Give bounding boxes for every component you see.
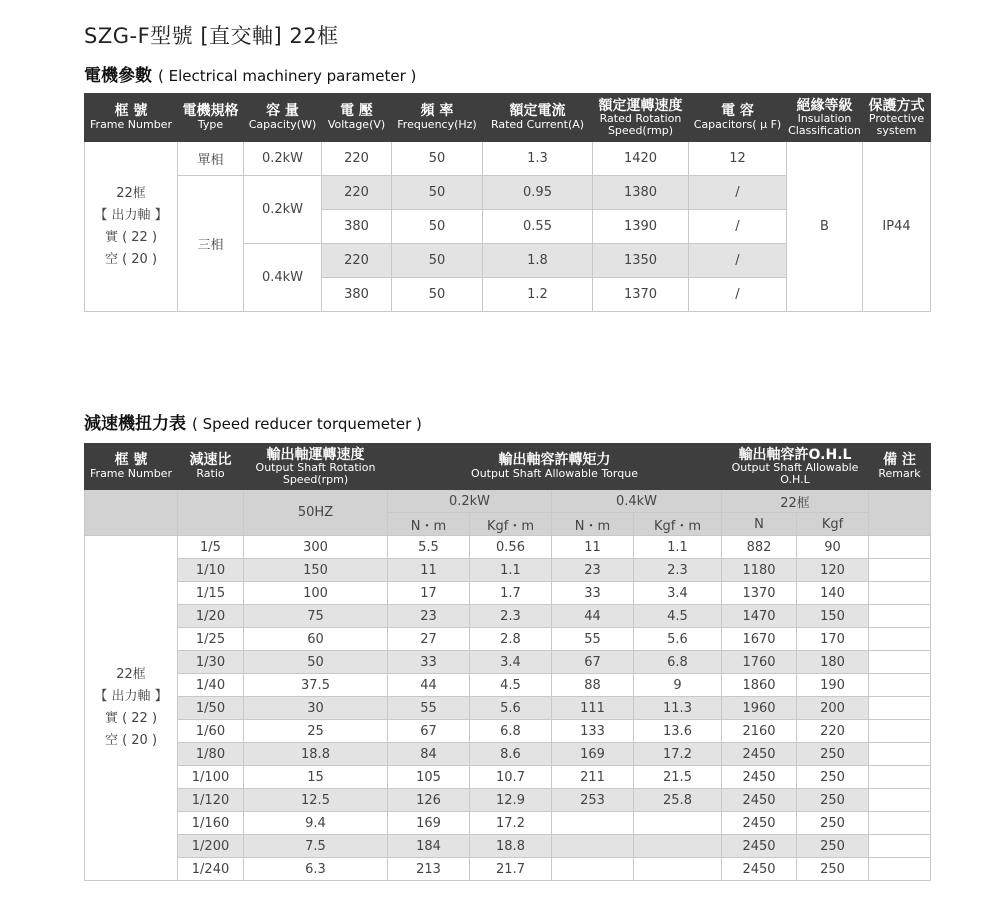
ohl-kgf-cell: 250 (797, 766, 869, 789)
output-speed-cell: 60 (244, 628, 388, 651)
torque-heading-zh: 減速機扭力表 (84, 414, 186, 434)
torque-table (84, 443, 931, 881)
electrical-header-capacitor (689, 94, 787, 142)
torque-frame-22: 22框 (722, 490, 869, 513)
torque-04-nm-cell: 23 (552, 559, 634, 582)
remark-cell (869, 628, 931, 651)
unit-nm: N・m (552, 513, 634, 536)
header-zh: 保護方式 (868, 97, 925, 114)
electrical-table (84, 93, 931, 312)
voltage-cell: 380 (322, 278, 392, 312)
freq-cell: 50 (392, 142, 483, 176)
insulation-cell: B (787, 142, 863, 312)
torque-02-nm-cell: 44 (388, 674, 470, 697)
ratio-cell: 1/160 (178, 812, 244, 835)
output-speed-cell: 75 (244, 605, 388, 628)
remark-cell (869, 559, 931, 582)
ratio-cell: 1/10 (178, 559, 244, 582)
torque-header-row (85, 444, 931, 490)
header-en: Insulation Classification (788, 112, 861, 137)
torque-row (85, 697, 931, 720)
torque-02-nm-cell: 169 (388, 812, 470, 835)
torque-04-nm-cell: 133 (552, 720, 634, 743)
header-en: Rated Rotation Speed(rmp) (599, 112, 682, 137)
remark-cell (869, 697, 931, 720)
torque-02-kgfm-cell: 10.7 (470, 766, 552, 789)
motor-type-single: 單相 (178, 142, 244, 176)
torque-02-nm-cell: 17 (388, 582, 470, 605)
torque-02-kgfm-cell: 21.7 (470, 858, 552, 881)
torque-04-kgfm-cell: 13.6 (634, 720, 722, 743)
torque-02-nm-cell: 126 (388, 789, 470, 812)
header-zh: 電機規格 (182, 103, 239, 120)
torque-02-kgfm-cell: 0.56 (470, 536, 552, 559)
torque-02-nm-cell: 105 (388, 766, 470, 789)
frame-line: 實 ( 22 ) (104, 229, 158, 245)
torque-04-nm-cell: 55 (552, 628, 634, 651)
ohl-n-cell: 1370 (722, 582, 797, 605)
torque-row (85, 605, 931, 628)
output-speed-cell: 15 (244, 766, 388, 789)
ohl-kgf-cell: 200 (797, 697, 869, 720)
torque-02-nm-cell: 23 (388, 605, 470, 628)
speed-cell: 1390 (593, 210, 689, 244)
torque-04-kgfm-cell: 1.1 (634, 536, 722, 559)
ratio-cell: 1/120 (178, 789, 244, 812)
torque-row (85, 582, 931, 605)
torque-row (85, 559, 931, 582)
ohl-n-cell: 2450 (722, 835, 797, 858)
torque-04-nm-cell: 11 (552, 536, 634, 559)
capacity-cell: 0.2kW (244, 142, 322, 176)
ohl-n-cell: 2450 (722, 766, 797, 789)
ohl-n-cell: 882 (722, 536, 797, 559)
electrical-header-voltage (322, 94, 392, 142)
voltage-cell: 220 (322, 142, 392, 176)
torque-02-nm-cell: 33 (388, 651, 470, 674)
ohl-n-cell: 1860 (722, 674, 797, 697)
torque-power-02: 0.2kW (388, 490, 552, 513)
torque-row (85, 743, 931, 766)
ratio-cell: 1/15 (178, 582, 244, 605)
torque-02-kgfm-cell: 17.2 (470, 812, 552, 835)
output-speed-cell: 150 (244, 559, 388, 582)
output-speed-cell: 100 (244, 582, 388, 605)
ohl-n-cell: 1670 (722, 628, 797, 651)
remark-cell (869, 536, 931, 559)
torque-header-remark: 備 注 Remark (869, 444, 931, 490)
torque-02-nm-cell: 5.5 (388, 536, 470, 559)
speed-cell: 1380 (593, 176, 689, 210)
header-en: Frequency(Hz) (397, 118, 477, 132)
torque-freq-label: 50HZ (244, 490, 388, 536)
torque-row (85, 766, 931, 789)
voltage-cell: 220 (322, 244, 392, 278)
current-cell: 0.55 (483, 210, 593, 244)
ohl-n-cell: 1760 (722, 651, 797, 674)
freq-cell: 50 (392, 176, 483, 210)
ohl-n-cell: 2450 (722, 812, 797, 835)
torque-row (85, 789, 931, 812)
ohl-kgf-cell: 250 (797, 743, 869, 766)
ohl-kgf-cell: 250 (797, 789, 869, 812)
torque-power-row (85, 490, 931, 513)
torque-04-nm-cell: 33 (552, 582, 634, 605)
ohl-kgf-cell: 140 (797, 582, 869, 605)
frame-line: 22框 (116, 667, 146, 682)
electrical-header-speed (593, 94, 689, 142)
current-cell: 1.2 (483, 278, 593, 312)
header-en: Rated Current(A) (490, 118, 585, 132)
frame-cell (85, 536, 178, 881)
torque-02-kgfm-cell: 5.6 (470, 697, 552, 720)
output-speed-cell: 30 (244, 697, 388, 720)
torque-sub-blank (85, 490, 178, 536)
torque-04-kgfm-cell: 11.3 (634, 697, 722, 720)
cap-cell: 12 (689, 142, 787, 176)
torque-04-nm-cell (552, 812, 634, 835)
protection-cell: IP44 (863, 142, 931, 312)
torque-02-kgfm-cell: 6.8 (470, 720, 552, 743)
torque-04-kgfm-cell (634, 835, 722, 858)
torque-row (85, 835, 931, 858)
electrical-header-frame (85, 94, 178, 142)
torque-04-nm-cell: 111 (552, 697, 634, 720)
torque-04-nm-cell: 88 (552, 674, 634, 697)
torque-04-nm-cell: 211 (552, 766, 634, 789)
ohl-kgf-cell: 250 (797, 835, 869, 858)
torque-04-kgfm-cell (634, 858, 722, 881)
ohl-kgf-cell: 180 (797, 651, 869, 674)
output-speed-cell: 37.5 (244, 674, 388, 697)
output-speed-cell: 7.5 (244, 835, 388, 858)
torque-02-nm-cell: 11 (388, 559, 470, 582)
torque-04-kgfm-cell: 21.5 (634, 766, 722, 789)
torque-04-kgfm-cell (634, 812, 722, 835)
header-zh: 絕緣等級 (796, 97, 853, 114)
torque-02-kgfm-cell: 3.4 (470, 651, 552, 674)
remark-cell (869, 835, 931, 858)
torque-02-kgfm-cell: 18.8 (470, 835, 552, 858)
electrical-header-row (85, 94, 931, 142)
electrical-header-capacity (244, 94, 322, 142)
ratio-cell: 1/80 (178, 743, 244, 766)
torque-02-kgfm-cell: 2.3 (470, 605, 552, 628)
ratio-cell: 1/240 (178, 858, 244, 881)
header-en: Capacitors( μ F) (693, 118, 782, 132)
torque-power-04: 0.4kW (552, 490, 722, 513)
ohl-n-cell: 1960 (722, 697, 797, 720)
unit-kgfm: Kgf・m (470, 513, 552, 536)
unit-kgf: Kgf (797, 513, 869, 536)
header-en: Protective system (868, 112, 925, 137)
speed-cell: 1420 (593, 142, 689, 176)
electrical-header-current (483, 94, 593, 142)
torque-sub-blank (869, 490, 931, 536)
torque-02-kgfm-cell: 1.7 (470, 582, 552, 605)
header-en: Capacity(W) (248, 118, 317, 132)
electrical-heading-zh: 電機參數 (84, 66, 152, 86)
remark-cell (869, 651, 931, 674)
ohl-kgf-cell: 250 (797, 858, 869, 881)
voltage-cell: 220 (322, 176, 392, 210)
ohl-kgf-cell: 220 (797, 720, 869, 743)
ohl-kgf-cell: 190 (797, 674, 869, 697)
remark-cell (869, 789, 931, 812)
output-speed-cell: 9.4 (244, 812, 388, 835)
electrical-heading-en: ( Electrical machinery parameter ) (158, 67, 417, 85)
freq-cell: 50 (392, 244, 483, 278)
electrical-header-frequency (392, 94, 483, 142)
ratio-cell: 1/60 (178, 720, 244, 743)
ohl-n-cell: 1470 (722, 605, 797, 628)
torque-header-speed: 輸出軸運轉速度 Output Shaft Rotation Speed(rpm) (244, 444, 388, 490)
torque-heading (84, 409, 422, 434)
torque-04-kgfm-cell: 6.8 (634, 651, 722, 674)
torque-04-kgfm-cell: 5.6 (634, 628, 722, 651)
torque-04-kgfm-cell: 9 (634, 674, 722, 697)
ohl-n-cell: 2450 (722, 743, 797, 766)
header-zh: 電 容 (721, 103, 754, 120)
unit-kgfm: Kgf・m (634, 513, 722, 536)
torque-row (85, 720, 931, 743)
ratio-cell: 1/200 (178, 835, 244, 858)
header-zh: 額定電流 (509, 103, 566, 120)
remark-cell (869, 743, 931, 766)
frame-cell (85, 142, 178, 312)
torque-02-kgfm-cell: 4.5 (470, 674, 552, 697)
ratio-cell: 1/100 (178, 766, 244, 789)
header-zh: 頻 率 (420, 103, 454, 120)
header-en: Type (197, 118, 224, 132)
torque-02-nm-cell: 55 (388, 697, 470, 720)
freq-cell: 50 (392, 278, 483, 312)
current-cell: 0.95 (483, 176, 593, 210)
torque-02-kgfm-cell: 12.9 (470, 789, 552, 812)
motor-type-three: 三相 (178, 176, 244, 312)
cap-cell: / (689, 176, 787, 210)
ratio-cell: 1/30 (178, 651, 244, 674)
frame-line: 實 ( 22 ) (104, 711, 158, 726)
unit-nm: N・m (388, 513, 470, 536)
torque-04-nm-cell (552, 858, 634, 881)
current-cell: 1.8 (483, 244, 593, 278)
header-zh: 額定運轉速度 (598, 97, 683, 114)
torque-02-kgfm-cell: 8.6 (470, 743, 552, 766)
electrical-header-insulation (787, 94, 863, 142)
output-speed-cell: 12.5 (244, 789, 388, 812)
output-speed-cell: 25 (244, 720, 388, 743)
ratio-cell: 1/5 (178, 536, 244, 559)
torque-02-nm-cell: 84 (388, 743, 470, 766)
remark-cell (869, 812, 931, 835)
torque-header-ohl: 輸出軸容許O.H.L Output Shaft Allowable O.H.L (722, 444, 869, 490)
header-en: Voltage(V) (327, 118, 386, 132)
ohl-kgf-cell: 170 (797, 628, 869, 651)
freq-cell: 50 (392, 210, 483, 244)
torque-02-nm-cell: 184 (388, 835, 470, 858)
cap-cell: / (689, 244, 787, 278)
cap-cell: / (689, 278, 787, 312)
unit-n: N (722, 513, 797, 536)
torque-row (85, 651, 931, 674)
frame-line: 【 出力軸 】 (94, 689, 168, 704)
torque-row (85, 812, 931, 835)
torque-04-kgfm-cell: 3.4 (634, 582, 722, 605)
speed-cell: 1370 (593, 278, 689, 312)
header-zh: 框 號 (114, 103, 148, 120)
torque-04-nm-cell (552, 835, 634, 858)
ohl-n-cell: 1180 (722, 559, 797, 582)
frame-line: 22框 (116, 185, 146, 201)
ohl-kgf-cell: 150 (797, 605, 869, 628)
current-cell: 1.3 (483, 142, 593, 176)
torque-04-kgfm-cell: 2.3 (634, 559, 722, 582)
torque-02-nm-cell: 213 (388, 858, 470, 881)
electrical-row (85, 142, 931, 176)
ratio-cell: 1/20 (178, 605, 244, 628)
output-speed-cell: 18.8 (244, 743, 388, 766)
torque-02-kgfm-cell: 1.1 (470, 559, 552, 582)
ohl-kgf-cell: 120 (797, 559, 869, 582)
torque-header-frame: 框 號 Frame Number (85, 444, 178, 490)
output-speed-cell: 6.3 (244, 858, 388, 881)
torque-row (85, 674, 931, 697)
header-en: Frame Number (90, 118, 172, 132)
ohl-kgf-cell: 250 (797, 812, 869, 835)
ohl-n-cell: 2160 (722, 720, 797, 743)
electrical-header-protection (863, 94, 931, 142)
header-zh: 電 壓 (340, 103, 373, 120)
remark-cell (869, 720, 931, 743)
page-title: SZG-F型號 [直交軸] 22框 (84, 24, 339, 48)
speed-cell: 1350 (593, 244, 689, 278)
torque-02-kgfm-cell: 2.8 (470, 628, 552, 651)
torque-row (85, 628, 931, 651)
torque-header-allowable-torque: 輸出軸容許轉矩力 Output Shaft Allowable Torque (388, 444, 722, 490)
voltage-cell: 380 (322, 210, 392, 244)
torque-04-kgfm-cell: 25.8 (634, 789, 722, 812)
torque-04-kgfm-cell: 17.2 (634, 743, 722, 766)
remark-cell (869, 674, 931, 697)
output-speed-cell: 50 (244, 651, 388, 674)
ohl-n-cell: 2450 (722, 789, 797, 812)
remark-cell (869, 582, 931, 605)
torque-04-nm-cell: 67 (552, 651, 634, 674)
output-speed-cell: 300 (244, 536, 388, 559)
torque-02-nm-cell: 27 (388, 628, 470, 651)
torque-header-ratio: 減速比 Ratio (178, 444, 244, 490)
header-zh: 容 量 (266, 103, 299, 120)
torque-02-nm-cell: 67 (388, 720, 470, 743)
torque-04-nm-cell: 44 (552, 605, 634, 628)
capacity-cell: 0.2kW (244, 176, 322, 244)
frame-line: 空 ( 20 ) (104, 733, 158, 748)
electrical-header-type (178, 94, 244, 142)
ratio-cell: 1/50 (178, 697, 244, 720)
electrical-heading (84, 61, 416, 86)
torque-row (85, 858, 931, 881)
cap-cell: / (689, 210, 787, 244)
ohl-n-cell: 2450 (722, 858, 797, 881)
torque-sub-blank (178, 490, 244, 536)
ratio-cell: 1/40 (178, 674, 244, 697)
torque-04-kgfm-cell: 4.5 (634, 605, 722, 628)
torque-04-nm-cell: 253 (552, 789, 634, 812)
ohl-kgf-cell: 90 (797, 536, 869, 559)
remark-cell (869, 766, 931, 789)
remark-cell (869, 858, 931, 881)
frame-line: 空 ( 20 ) (104, 251, 158, 267)
ratio-cell: 1/25 (178, 628, 244, 651)
torque-04-nm-cell: 169 (552, 743, 634, 766)
capacity-cell: 0.4kW (244, 244, 322, 312)
remark-cell (869, 605, 931, 628)
torque-heading-en: ( Speed reducer torquemeter ) (192, 415, 422, 433)
frame-line: 【 出力軸 】 (94, 207, 168, 223)
torque-row (85, 536, 931, 559)
